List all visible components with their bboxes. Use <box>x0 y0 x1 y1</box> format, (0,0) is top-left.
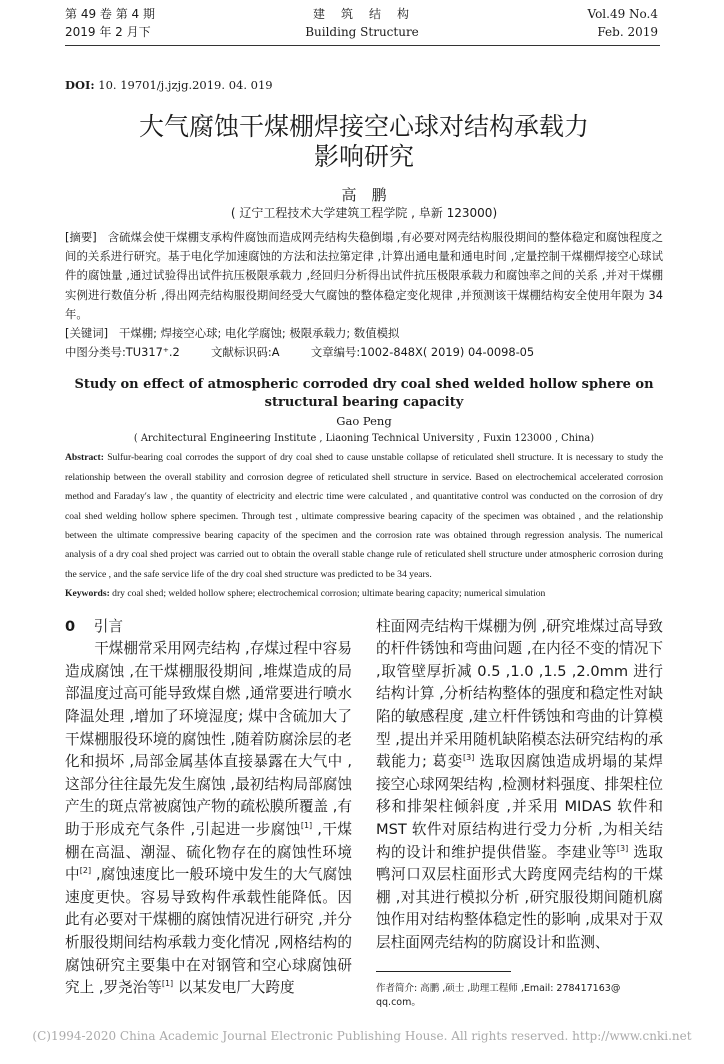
article-no-value: 1002-848X( 2019) 04-0098-05 <box>360 345 535 360</box>
journal-en: Building Structure <box>305 25 419 39</box>
title-en-line1: Study on effect of atmospheric corroded dry coal shed welded hollow sphere on <box>74 377 654 393</box>
citation: [2] <box>79 866 92 876</box>
citation: [1] <box>300 821 313 831</box>
abstract-cn-label: [摘要] <box>65 230 97 244</box>
doi-label: DOI: <box>65 78 95 92</box>
title-cn-line2: 影响研究 <box>313 142 414 171</box>
text: 选取因腐蚀造成坍塌的某焊接空心球网架结构 ,检测材料强度、排架柱位移和排架柱倾斜度 ,并采用 MIDAS 软件和 MST 软件对原结构进行受力分析 ,为相关结构的设计和维护提供借鉴。李建业等 <box>376 753 663 861</box>
text: 干煤棚常采用网壳结构 ,存煤过程中容易造成腐蚀 ,在干煤棚服役期间 ,堆煤造成的局部温度过高可能导致煤自燃 ,通常要进行喷水降温处理 ,增加了环境湿度; 煤中含硫加大了干煤棚服役环境的腐蚀性 ,随着防腐涂层的老化和损坏 ,局部金属基体直接暴露在大气中 ,这部分往往最先发生腐蚀 ,最初结构局部腐蚀产生的斑点常被腐蚀产物的疏松膜所覆盖 ,有助于形成充气条件 ,引起进一步腐蚀 <box>65 640 352 839</box>
text: ,干煤棚在高温、潮湿、硫化物存在的腐蚀性环境中 <box>65 821 353 884</box>
abstract-en-label: Abstract: <box>65 452 104 464</box>
clc-value: TU317⁺.2 <box>125 345 180 360</box>
keywords-cn-label: [关键词] <box>65 326 109 341</box>
right-column <box>376 616 663 1010</box>
footnote-rule <box>376 971 511 972</box>
text: ,腐蚀速度比一般环境中发生的大气腐蚀速度更快。容易导致构件承载性能降低。因此有必要对干煤棚的腐蚀情况进行研究 ,并分析服役期间结构承载力变化情况 ,网格结构的腐蚀研究主要集中在对钢管和空心球腐蚀研究上 ,罗尧治等 <box>65 866 352 997</box>
title-en-line2: structural bearing capacity <box>264 395 464 411</box>
watermark: (C)1994-2020 China Academic Journal Electronic Publishing House. All rights reserved. http://www.cnki.net <box>32 1028 692 1043</box>
section-number: 0 <box>65 617 76 635</box>
issue-en: Vol.49 No.4 <box>587 7 658 21</box>
clc-label: 中图分类号: <box>65 345 126 360</box>
intro-paragraph <box>65 638 352 1000</box>
text: 柱面网壳结构干煤棚为例 ,研究堆煤过高导致的杆件锈蚀和弯曲问题 ,在内径不变的情况下 ,取管壁厚折减 0.5 ,1.0 ,1.5 ,2.0mm 进行结构计算 ,分析结构整体的强度和稳定性对缺陷的敏感程度 ,建立杆件锈蚀和弯曲的计算模型 ,提出并采用随机缺陷模态法研究结构的承载能力; 葛娈 <box>376 617 663 771</box>
date-en: Feb. 2019 <box>597 25 658 39</box>
author-footnote: 作者简介: 高鹏 ,硕士 ,助理工程师 ,Email: 278417163@ qq.com。 <box>376 982 621 1008</box>
article-no-label: 文章编号: <box>310 345 361 360</box>
section-title: 引言 <box>93 617 123 635</box>
citation: [3] <box>616 843 629 853</box>
body-columns <box>65 616 663 1010</box>
affiliation-en: ( Architectural Engineering Institute , Liaoning Technical University , Fuxin 123000 , China) <box>133 433 595 445</box>
abstract-cn <box>65 228 663 362</box>
author-en: Gao Peng <box>336 414 392 429</box>
title-en <box>65 376 663 412</box>
doc-code-value: A <box>271 345 280 360</box>
abstract-en-text: Sulfur-bearing coal corrodes the support of dry coal shed to cause unstable collapse of reticulated shell structure. It is necessary to study the relationship between the overall stability and corrosion degree of reticulated shell structure in service. Based on electrochemical accelerated corrosion method and Faraday′s law , the quantity of electricity and electric time were calculated , and quantitative control was conducted on the corrosion of dry coal shed welding hollow sphere specimen. Through test , ultimate compressive bearing capacity of the specimen was obtained , and the relationship between the ultimate compressive bearing capacity of the specimen and the corrosion rate was obtained through regression analysis. The numerical analysis of a dry coal shed project was carried out to obtain the overall stable change rule of reticulated shell structure under atmospheric corrosion during the service , and the safe service life of the dry coal shed structure was predicted to be 34 years. <box>65 452 663 580</box>
citation: [3] <box>462 753 475 763</box>
intro-continued <box>376 616 663 955</box>
doc-code-label: 文献标识码: <box>210 345 272 360</box>
abstract-en <box>65 448 663 603</box>
citation: [1] <box>161 979 174 989</box>
doi <box>65 76 663 94</box>
abstract-cn-text: 含硫煤会使干煤棚支承构件腐蚀而造成网壳结构失稳倒塌 ,有必要对网壳结构服役期间的整体稳定和腐蚀程度之间的关系进行研究。基于电化学加速腐蚀的方法和法拉第定律 ,计算出通电量和通电时间 ,定量控制干煤棚焊接空心球试件的腐蚀量 ,通过试验得出试件抗压极限承载力 ,经回归分析得出试件抗压极限承载力和腐蚀率之间的关系 ,并对干煤棚实例进行数值分析 ,得出网壳结构服役期间经受大气腐蚀的整体稳定变化规律 ,并预测该干煤棚结构安全使用年限为 34 年。 <box>65 230 663 321</box>
issue-cn: 第 49 卷 第 4 期 <box>65 7 155 21</box>
classification <box>65 343 663 362</box>
keywords-cn <box>65 324 663 343</box>
doi-value: 10. 19701/j.jzjg.2019. 04. 019 <box>98 78 273 92</box>
left-column <box>65 616 352 1000</box>
keywords-en-text: dry coal shed; welded hollow sphere; electrochemical corrosion; ultimate bearing capacity; numerical simulation <box>112 588 546 600</box>
title-cn-line1: 大气腐蚀干煤棚焊接空心球对结构承载力 <box>138 112 589 141</box>
text: 以某发电厂大跨度 <box>173 979 295 997</box>
section-heading <box>65 616 352 639</box>
journal-cn: 建 筑 结 构 <box>312 7 411 21</box>
affiliation-cn: ( 辽宁工程技术大学建筑工程学院 , 阜新 123000) <box>230 206 498 220</box>
text: 选取鸭河口双层柱面形式大跨度网壳结构的干煤棚 ,对其进行模拟分析 ,研究服役期间随机腐蚀作用对结构整体稳定性的影响 ,成果对于双层柱面网壳结构的防腐设计和监测、 <box>376 843 663 951</box>
keywords-en-label: Keywords: <box>65 588 110 600</box>
author-cn: 高 鹏 <box>341 186 387 204</box>
date-cn: 2019 年 2 月下 <box>65 25 151 39</box>
keywords-en <box>65 584 663 603</box>
keywords-cn-text: 干煤棚; 焊接空心球; 电化学腐蚀; 极限承载力; 数值模拟 <box>118 326 400 341</box>
